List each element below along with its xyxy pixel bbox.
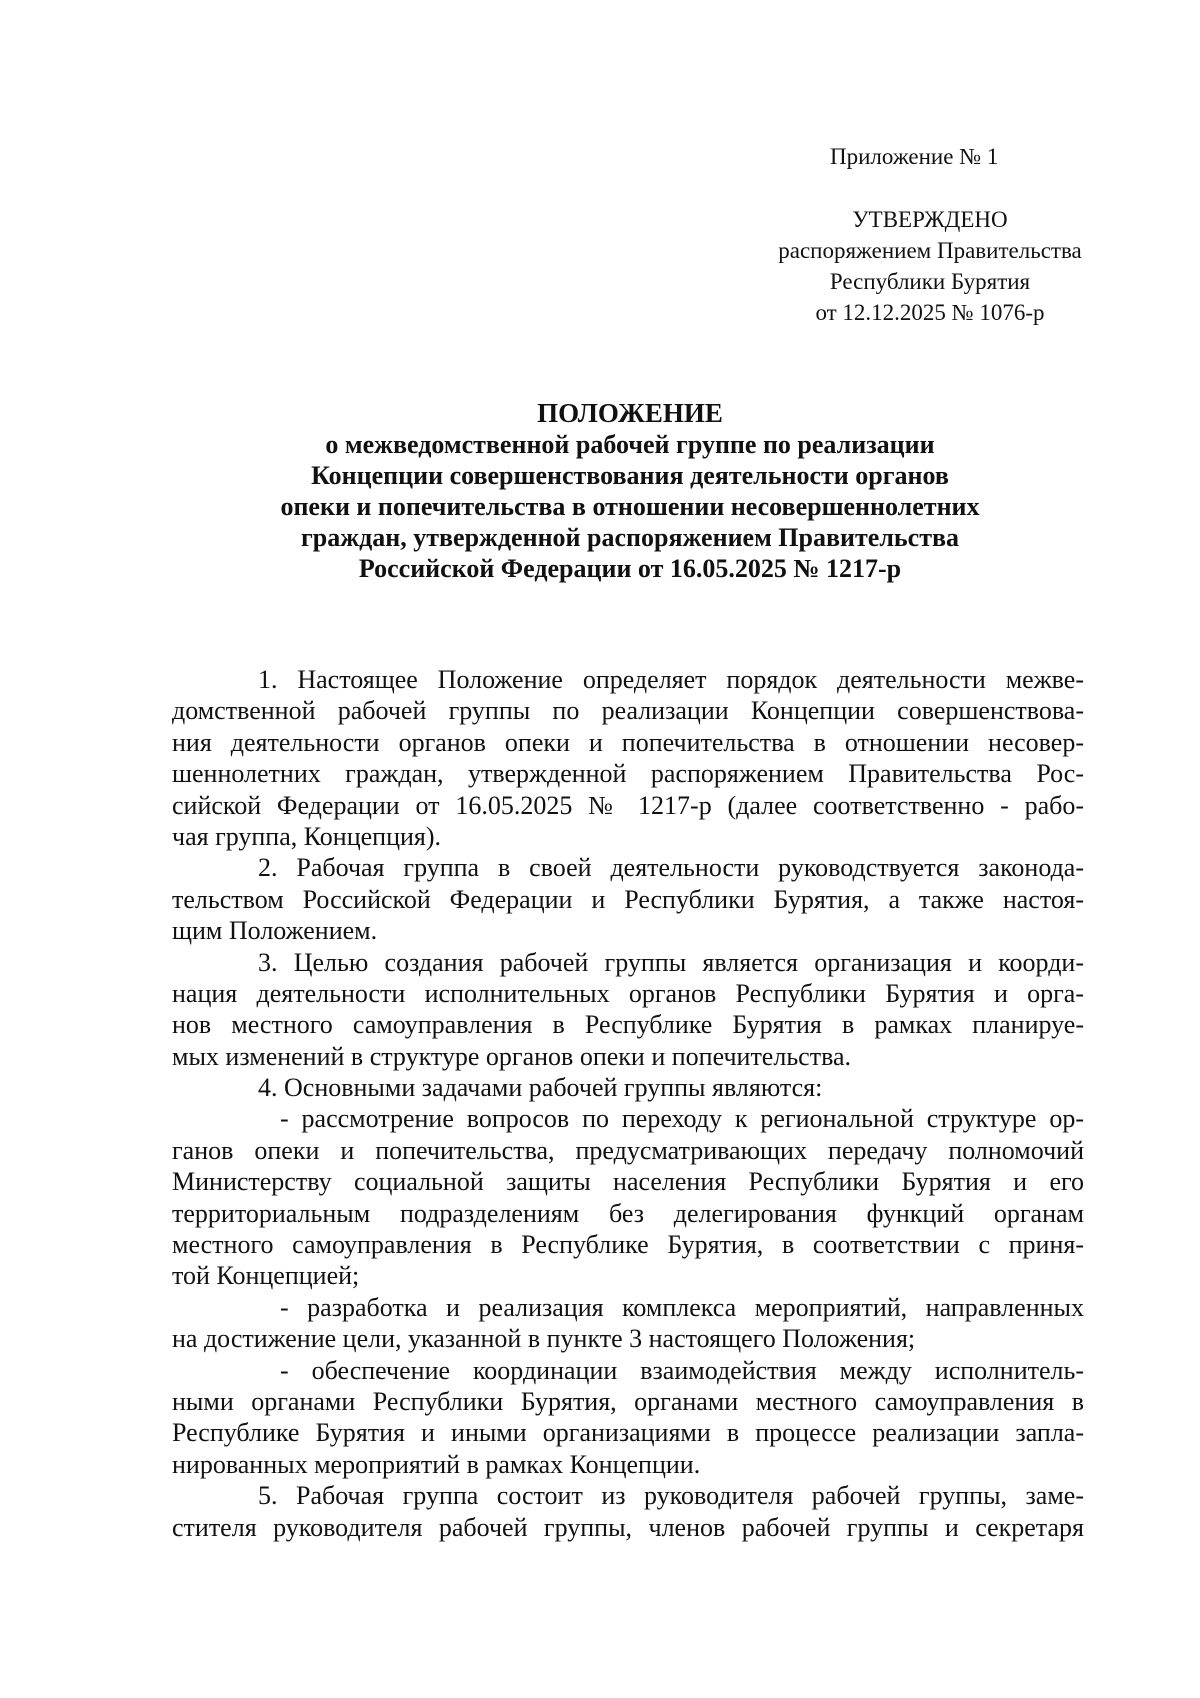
document-title — [180, 398, 1080, 584]
title-line: Концепции совершенствования деятельности органов — [311, 461, 949, 490]
body-line: территориальным подразделениям без делегирования функций органам — [172, 1198, 1084, 1228]
approval-line: от 12.12.2025 № 1076-р — [815, 300, 1045, 325]
approval-line: УТВЕРЖДЕНО — [852, 207, 1008, 232]
body-line: сийской Федерации от 16.05.2025 № 1217-р (далее соответственно - рабо- — [172, 790, 1084, 820]
body-line: стителя руководителя рабочей группы, членов рабочей группы и секретаря — [172, 1512, 1084, 1542]
body-line: ганов опеки и попечительства, предусматривающих передачу полномочий — [172, 1135, 1084, 1165]
body-line: - обеспечение координации взаимодействия между исполнитель- — [280, 1355, 1084, 1385]
approval-block — [760, 204, 1100, 328]
document-body — [172, 664, 1084, 1543]
body-line: тельством Российской Федерации и Республики Бурятия, а также настоя- — [172, 884, 1084, 914]
body-line: Республике Бурятия и иными организациями в процессе реализации запла- — [172, 1418, 1084, 1448]
body-line: 3. Целью создания рабочей группы является организация и коорди- — [258, 947, 1084, 977]
title-line: о межведомственной рабочей группе по реализации — [325, 430, 935, 459]
body-line: - разработка и реализация комплекса мероприятий, направленных — [280, 1292, 1084, 1322]
title-line: опеки и попечительства в отношении несовершеннолетних — [280, 492, 980, 521]
body-line: нов местного самоуправления в Республике Бурятия в рамках планируе- — [172, 1010, 1084, 1040]
body-line: нация деятельности исполнительных органов Республики Бурятия и орга- — [172, 978, 1084, 1008]
body-line: 4. Основными задачами рабочей группы являются: — [258, 1073, 823, 1103]
body-line: нированных мероприятий в рамках Концепции. — [172, 1449, 701, 1479]
approval-line: Республики Бурятия — [829, 269, 1031, 294]
body-line: мых изменений в структуре органов опеки и попечительства. — [172, 1041, 852, 1071]
title-line: граждан, утвержденной распоряжением Правительства — [300, 523, 960, 552]
body-line: Министерству социальной защиты населения Республики Бурятия и его — [172, 1167, 1084, 1197]
body-line: - рассмотрение вопросов по переходу к региональной структуре ор- — [280, 1104, 1084, 1134]
body-line: 1. Настоящее Положение определяет порядок деятельности межве- — [258, 665, 1084, 694]
body-line: на достижение цели, указанной в пункте 3 настоящего Положения; — [172, 1324, 916, 1354]
body-line: чая группа, Концепция). — [172, 821, 442, 851]
body-line: той Концепцией; — [172, 1261, 360, 1291]
title-line: Российской Федерации от 16.05.2025 № 1217-р — [358, 554, 902, 583]
body-line: местного самоуправления в Республике Бурятия, в соответствии с приня- — [172, 1230, 1084, 1260]
body-line: ными органами Республики Бурятия, органами местного самоуправления в — [172, 1386, 1084, 1416]
body-line: ния деятельности органов опеки и попечительства в отношении несовер- — [172, 727, 1084, 757]
approval-line: распоряжением Правительства — [778, 238, 1082, 263]
body-line: 2. Рабочая группа в своей деятельности руководствуется законода- — [258, 853, 1084, 883]
body-line: щим Положением. — [172, 916, 378, 946]
body-line: шеннолетних граждан, утвержденной распоряжением Правительства Рос- — [172, 759, 1084, 789]
body-line: домственной рабочей группы по реализации Концепции совершенствова- — [172, 696, 1084, 726]
title-main: ПОЛОЖЕНИЕ — [537, 398, 723, 428]
body-line: 5. Рабочая группа состоит из руководителя рабочей группы, заме- — [258, 1481, 1084, 1511]
appendix-label: Приложение № 1 — [830, 144, 999, 169]
